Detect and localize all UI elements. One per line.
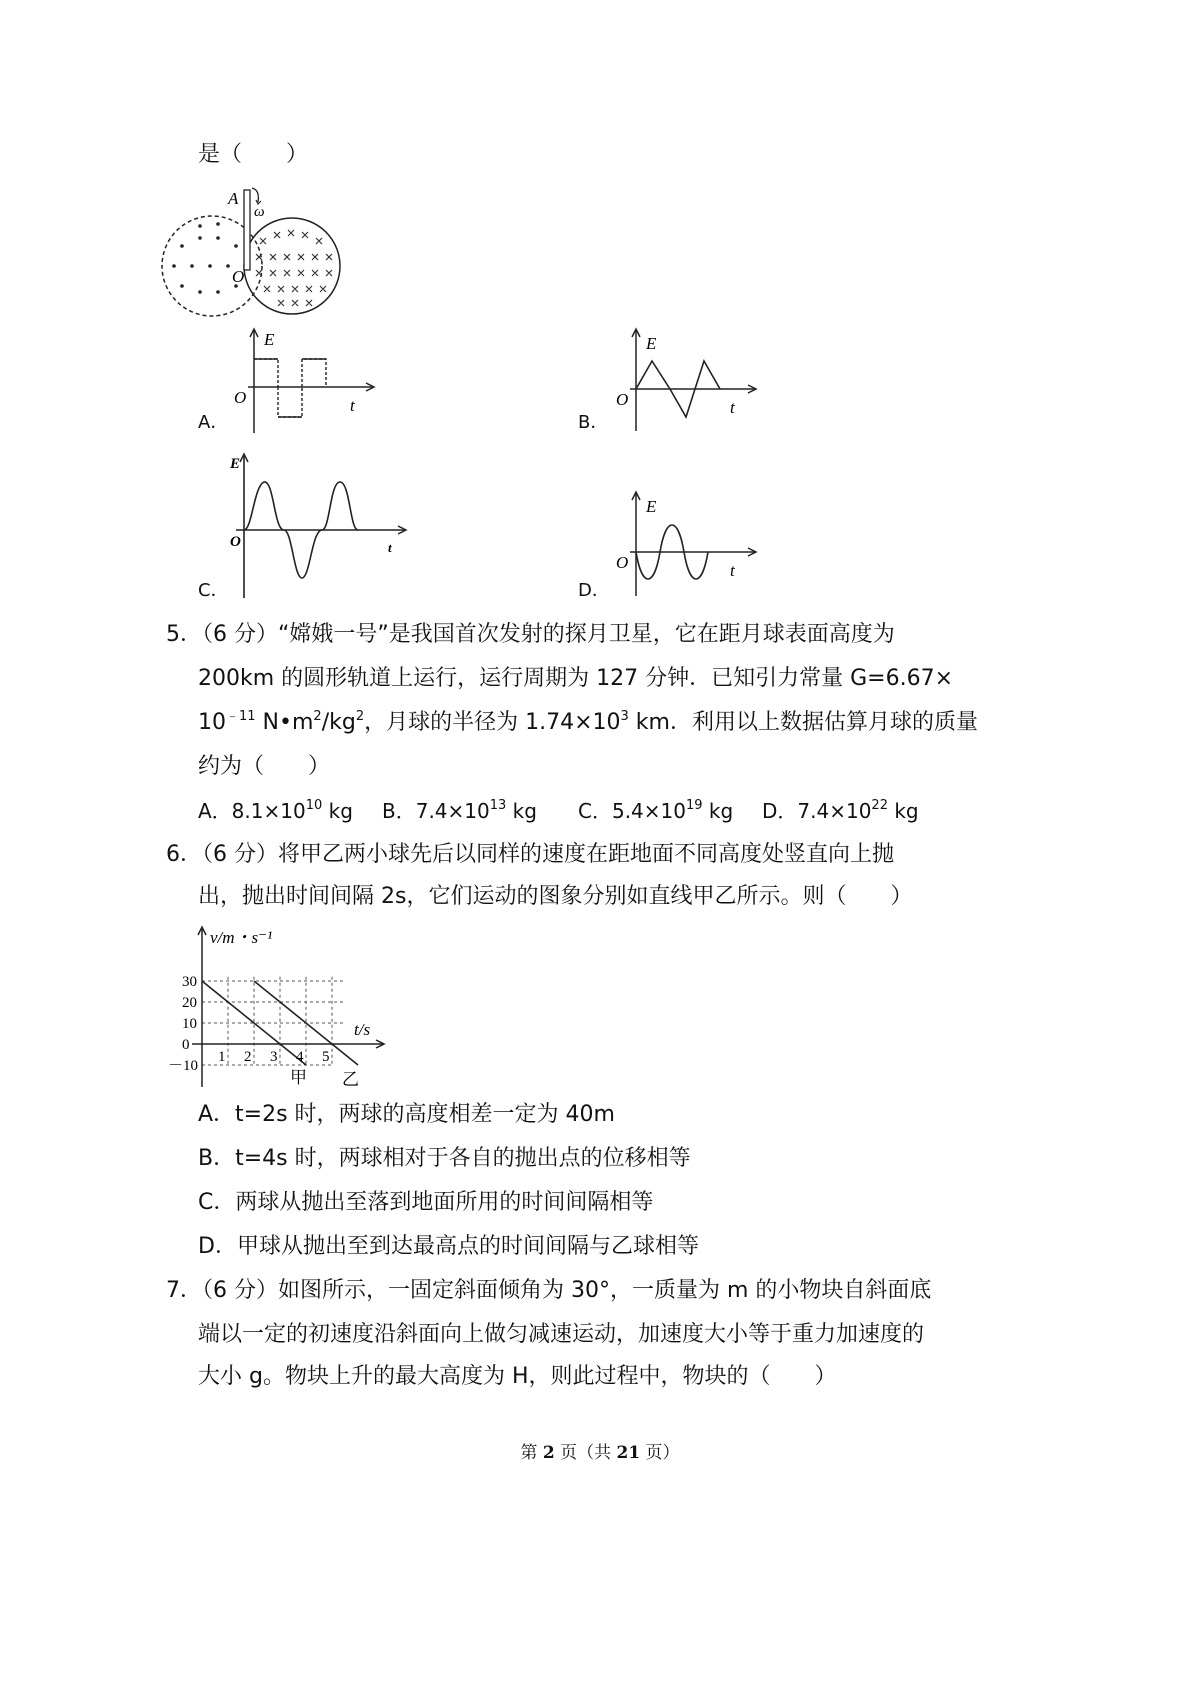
q5-score: （6 分） xyxy=(202,622,278,647)
q5-option-d[interactable] xyxy=(762,796,919,826)
exponent: 13 xyxy=(489,798,507,813)
q5-option-b[interactable] xyxy=(382,796,537,826)
y-tick-label: 10 xyxy=(182,1016,197,1032)
q5-text: N•m xyxy=(255,710,314,735)
q6-line1 xyxy=(166,840,894,870)
page-number: 2 xyxy=(542,1443,555,1463)
label-a: A xyxy=(228,189,239,208)
exponent: ﹣11 xyxy=(226,709,256,724)
q5-option-c[interactable] xyxy=(578,796,733,826)
q5-text: ，月球的半径为 1.74×10 xyxy=(364,710,621,735)
unit: kg xyxy=(887,799,919,823)
exponent: 2 xyxy=(313,709,322,724)
q5-line1 xyxy=(166,620,895,650)
axis-y-label: E xyxy=(646,334,657,353)
q5-line2: 200km 的圆形轨道上运行，运行周期为 127 分钟．已知引力常量 G=6.67× xyxy=(198,666,954,691)
axis-y-label: E xyxy=(230,456,241,472)
y-tick-label: －10 xyxy=(168,1058,199,1074)
exponent: 3 xyxy=(620,709,629,724)
y-tick-label: 0 xyxy=(182,1037,190,1053)
q7-line3: 大小 g。物块上升的最大高度为 H，则此过程中，物块的（ ） xyxy=(198,1364,837,1389)
x-tick-label: 3 xyxy=(270,1049,278,1065)
y-tick-label: 20 xyxy=(182,995,197,1011)
axis-y-label: E xyxy=(264,330,275,349)
into-page-crosses xyxy=(256,230,332,306)
exponent: 2 xyxy=(355,709,365,724)
footer-text: 页） xyxy=(640,1443,680,1463)
q5-text: km．利用以上数据估算月球的质量 xyxy=(628,710,978,735)
q7-text: 如图所示，一固定斜面倾角为 30°，一质量为 m 的小物块自斜面底 xyxy=(278,1278,932,1303)
origin-label: O xyxy=(234,388,247,407)
axis-y-label: E xyxy=(646,497,657,516)
q4-graph-b xyxy=(610,325,770,435)
q7-score: （6 分） xyxy=(202,1278,278,1303)
unit: kg xyxy=(322,799,353,823)
q4-stem-tail: 是（ ） xyxy=(198,142,309,167)
axis-x-label: t xyxy=(730,398,735,417)
axis-x-label: t xyxy=(730,561,735,580)
unit: kg xyxy=(506,799,537,823)
q5-number: 5． xyxy=(166,622,202,647)
origin-label: O xyxy=(230,534,241,550)
out-of-page-dots xyxy=(172,222,238,294)
series-label-jia: 甲 xyxy=(290,1068,307,1087)
x-tick-label: 2 xyxy=(244,1049,252,1065)
q5-text: “嫦娥一号”是我国首次发射的探月卫星，它在距月球表面高度为 xyxy=(278,622,895,647)
label-o: O xyxy=(232,267,245,286)
q6-line2: 出，抛出时间间隔 2s，它们运动的图象分别如直线甲乙所示。则（ ） xyxy=(198,884,913,909)
unit: kg xyxy=(702,799,734,823)
q6-score: （6 分） xyxy=(202,842,278,867)
option-text: B．7.4×10 xyxy=(382,799,490,823)
origin-label: O xyxy=(616,390,629,409)
q5-option-a[interactable] xyxy=(198,796,353,826)
exponent: 10 xyxy=(305,798,323,813)
option-text: A．8.1×10 xyxy=(198,799,306,823)
axis-x-label: t xyxy=(350,396,355,415)
q6-option-b[interactable]: B．t=4s 时，两球相对于各自的抛出点的位移相等 xyxy=(198,1146,691,1171)
q5-line4: 约为（ ） xyxy=(198,754,331,779)
q5-line3 xyxy=(198,708,978,738)
q4-graph-a xyxy=(228,325,388,435)
total-pages: 21 xyxy=(616,1443,641,1463)
option-b-label[interactable]: B． xyxy=(578,412,609,433)
origin-label: O xyxy=(616,553,629,572)
option-text: D．7.4×10 xyxy=(762,799,872,823)
exponent: 19 xyxy=(685,798,703,813)
x-tick-label: 1 xyxy=(218,1049,226,1065)
option-a-label[interactable]: A． xyxy=(198,412,229,433)
series-label-yi: 乙 xyxy=(342,1070,359,1089)
option-c-label[interactable]: C． xyxy=(198,580,229,601)
q7-line2: 端以一定的初速度沿斜面向上做匀减速运动，加速度大小等于重力加速度的 xyxy=(198,1322,925,1347)
q7-number: 7． xyxy=(166,1278,202,1303)
option-text: C．5.4×10 xyxy=(578,799,686,823)
axis-x-label: t xyxy=(388,540,392,555)
q6-option-d[interactable]: D．甲球从抛出至到达最高点的时间间隔与乙球相等 xyxy=(198,1234,699,1259)
y-tick-label: 30 xyxy=(182,974,197,990)
exponent: 22 xyxy=(871,798,888,813)
option-d-label[interactable]: D． xyxy=(578,580,610,601)
q7-line1 xyxy=(166,1276,931,1306)
conducting-rod xyxy=(244,190,250,270)
q4-graph-c xyxy=(222,450,412,600)
x-tick-label: 5 xyxy=(322,1049,330,1065)
q4-field-figure xyxy=(160,182,420,322)
q6-option-a[interactable]: A．t=2s 时，两球的高度相差一定为 40m xyxy=(198,1102,615,1127)
q6-option-c[interactable]: C．两球从抛出至落到地面所用的时间间隔相等 xyxy=(198,1190,654,1215)
q5-text: 10 xyxy=(198,710,226,735)
q4-graph-d xyxy=(610,488,770,598)
q5-text: /kg xyxy=(321,710,356,735)
page-footer xyxy=(0,1438,1200,1463)
omega-label: ω xyxy=(254,204,265,220)
x-tick-label: 4 xyxy=(296,1049,304,1065)
footer-text: 第 xyxy=(520,1443,543,1463)
q6-vt-graph xyxy=(162,925,412,1090)
q6-number: 6． xyxy=(166,842,202,867)
y-axis-label: v/m・s⁻¹ xyxy=(210,928,273,947)
x-axis-label: t/s xyxy=(354,1020,371,1039)
footer-text: 页（共 xyxy=(554,1443,617,1463)
q6-text: 将甲乙两小球先后以同样的速度在距地面不同高度处竖直向上抛 xyxy=(278,842,895,867)
